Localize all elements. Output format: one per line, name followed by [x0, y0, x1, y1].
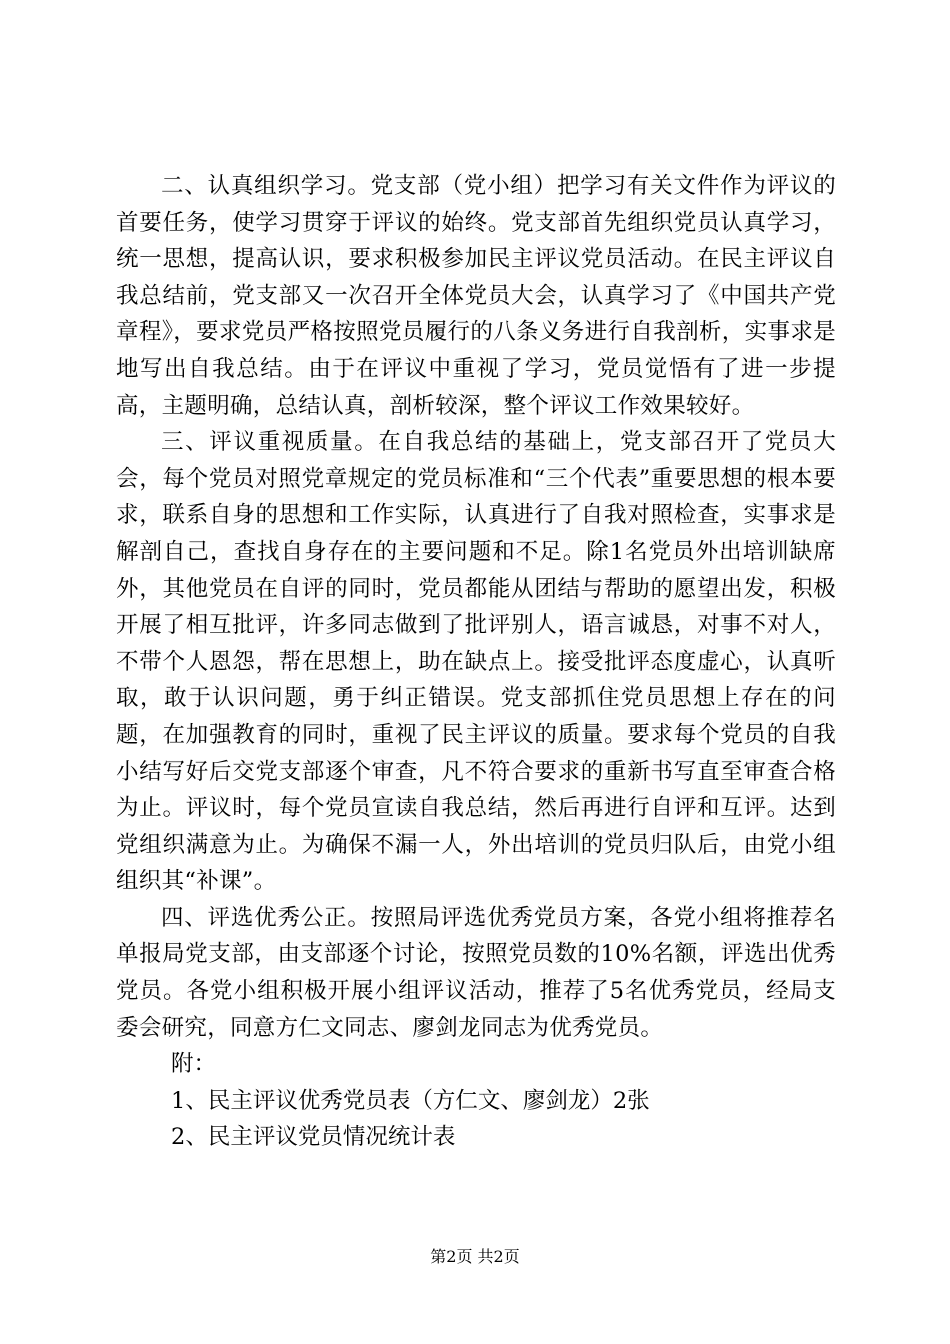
attachment-item-2: 2、民主评议党员情况统计表: [171, 1124, 456, 1151]
page-number-footer: 第2页 共2页: [430, 1247, 520, 1266]
paragraph-quality: 三、评议重视质量。在自我总结的基础上，党支部召开了党员大会，每个党员对照党章规定的党员标准和“三个代表”重要思想的根本要求，联系自身的思想和工作实际，认真进行了自我对照检查，实事求是解剖自己，查找自身存在的主要问题和不足。除1名党员外出培训缺席外，其他党员在自评的同时，党员都能从团结与帮助的愿望出发，积极开展了相互批评，许多同志做到了批评别人，语言诚恳，对事不对人，不带个人恩怨，帮在思想上，助在缺点上。接受批评态度虚心，认真听取，敢于认识问题，勇于纠正错误。党支部抓住党员思想上存在的问题，在加强教育的同时，重视了民主评议的质量。要求每个党员的自我小结写好后交党支部逐个审查，凡不符合要求的重新书写直至审查合格为止。评议时，每个党员宣读自我总结，然后再进行自评和互评。达到党组织满意为止。为确保不漏一人，外出培训的党员归队后，由党小组组织其“补课”。: [116, 429, 836, 895]
document-body: [116, 168, 836, 1156]
paragraph-study: 二、认真组织学习。党支部（党小组）把学习有关文件作为评议的首要任务，使学习贯穿于评议的始终。党支部首先组织党员认真学习，统一思想，提高认识，要求积极参加民主评议党员活动。在民主评议自我总结前，党支部又一次召开全体党员大会，认真学习了《中国共产党章程》，要求党员严格按照党员履行的八条义务进行自我剖析，实事求是地写出自我总结。由于在评议中重视了学习，党员觉悟有了进一步提高，主题明确，总结认真，剖析较深，整个评议工作效果较好。: [116, 173, 836, 419]
attachment-item-1: 1、民主评议优秀党员表（方仁文、廖剑龙）2张: [171, 1087, 650, 1114]
paragraph-selection: 四、评选优秀公正。按照局评选优秀党员方案，各党小组将推荐名单报局党支部，由支部逐个讨论，按照党员数的10%名额，评选出优秀党员。各党小组积极开展小组评议活动，推荐了5名优秀党员，经局支委会研究，同意方仁文同志、廖剑龙同志为优秀党员。: [116, 904, 836, 1041]
attachment-heading: 附：: [171, 1051, 217, 1078]
